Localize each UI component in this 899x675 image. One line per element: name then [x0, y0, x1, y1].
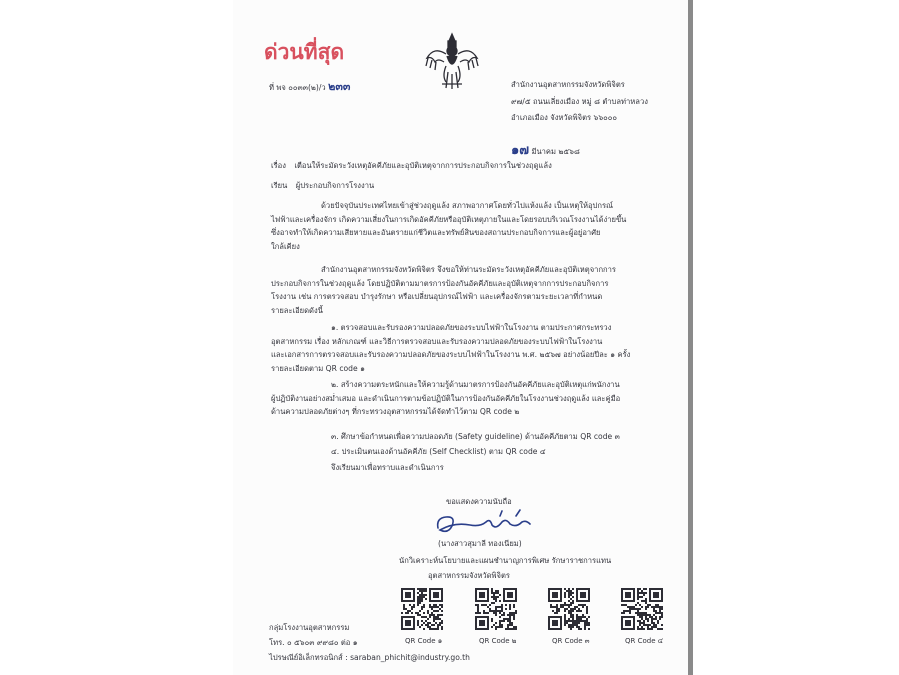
text-line: อุตสาหกรรม เรื่อง หลักเกณฑ์ และวิธีการตรวจสอบและรับรองความปลอดภัยของระบบไฟฟ้าในโรงงาน: [271, 336, 603, 346]
qr-code-3-label: QR Code ๓: [552, 637, 590, 645]
qr-code-1-icon[interactable]: [401, 588, 443, 630]
subject-label: เรื่อง: [271, 161, 286, 170]
signatory-office: อุตสาหกรรมจังหวัดพิจิตร: [428, 571, 510, 580]
list-item-4: ๔. ประเมินตนเองด้านอัคคีภัย (Self Checklist) ตาม QR code ๔: [331, 447, 546, 456]
text-line: ซึ่งอาจทำให้เกิดความเสียหายและอันตรายแก่ชีวิตและทรัพย์สินของสถานประกอบกิจการและผู้อยู่อาศัย: [271, 228, 601, 237]
qr-code-4-label: QR Code ๔: [625, 637, 664, 645]
text-line: ด้วยปัจจุบันประเทศไทยเข้าสู่ช่วงฤดูแล้ง สภาพอากาศโดยทั่วไปแห้งแล้ง เป็นเหตุให้อุปกรณ์: [321, 201, 614, 210]
text-line: และเอกสารการตรวจสอบและรับรองความปลอดภัยของระบบไฟฟ้าในโรงงาน พ.ศ. ๒๕๖๗ อย่างน้อยปีละ ๑ ครั้ง: [271, 350, 631, 359]
qr-code-2-label: QR Code ๒: [479, 637, 517, 645]
letter-date: [511, 139, 580, 160]
footer-phone: โทร. ๐ ๕๖๐๓ ๙๙๘๐ ต่อ ๑: [269, 638, 358, 647]
urgency-stamp: ด่วนที่สุด: [264, 39, 345, 64]
subject-line: [271, 160, 552, 172]
regards-text: ขอแสดงความนับถือ: [446, 497, 512, 506]
signatory-name: (นางสาวสุมาลี ทองเนียม): [438, 539, 522, 548]
body-paragraph-2: [271, 263, 616, 317]
qr-code-4-icon[interactable]: [621, 588, 663, 630]
footer-email[interactable]: ไปรษณีย์อิเล็กทรอนิกส์ : saraban_phichit@industry.go.th: [269, 653, 470, 662]
qr-code-1-label: QR Code ๑: [405, 637, 443, 645]
text-line: รายละเอียดดังนี้: [271, 305, 323, 315]
subject-text: เตือนให้ระมัดระวังเหตุอัคคีภัยและอุบัติเหตุจากการประกอบกิจการในช่วงฤดูแล้ง: [294, 161, 552, 170]
list-item-3: ๓. ศึกษาข้อกำหนดเพื่อความปลอดภัย (Safety guideline) ด้านอัคคีภัยตาม QR code ๓: [331, 432, 620, 441]
qr-code-2-icon[interactable]: [475, 588, 517, 630]
recipient-line: [271, 180, 374, 192]
qr-code-3-icon[interactable]: [548, 588, 590, 630]
sender-address: ๙๗/๕ ถนนเลี่ยงเมือง หมู่ ๘ ตำบลท่าหลวง: [511, 97, 648, 106]
text-line: ผู้ปฏิบัติงานอย่างสม่ำเสมอ และดำเนินการตามข้อปฏิบัติในการป้องกันอัคคีภัยในโรงงานช่วงฤดูแล้ง และคู่มือ: [271, 393, 621, 403]
text-line: รายละเอียดตาม QR code ๑: [271, 363, 365, 373]
text-line: ประกอบกิจการในช่วงฤดูแล้ง โดยปฏิบัติตามมาตรการป้องกันอัคคีภัยและอุบัติเหตุจากการประกอบกิจการ: [271, 278, 609, 288]
text-line: ๒. สร้างความตระหนักและให้ความรู้ด้านมาตรการป้องกันอัคคีภัยและอุบัติเหตุแก่พนักงาน: [331, 380, 620, 389]
recipient-text: ผู้ประกอบกิจการโรงงาน: [295, 181, 375, 190]
text-line: ด้านความปลอดภัยต่างๆ ที่กระทรวงอุตสาหกรรมได้จัดทำไว้ตาม QR code ๒: [271, 407, 520, 416]
closing-line: จึงเรียนมาเพื่อทราบและดำเนินการ: [331, 463, 444, 472]
sender-district: อำเภอเมือง จังหวัดพิจิตร ๖๖๐๐๐: [511, 113, 618, 122]
date-month-year: มีนาคม ๒๕๖๘: [531, 147, 580, 156]
sender-office: สำนักงานอุตสาหกรรมจังหวัดพิจิตร: [511, 80, 625, 89]
text-line: ไฟฟ้าและเครื่องจักร เกิดความเสี่ยงในการเกิดอัคคีภัยหรืออุบัติเหตุภายในและโดยรอบบริเวณโรงงานได้ง่ายขึ้น: [271, 214, 627, 224]
garuda-emblem-icon: [424, 32, 480, 90]
text-line: โรงงาน เช่น การตรวจสอบ บำรุงรักษา หรือเปลี่ยนอุปกรณ์ไฟฟ้า และเครื่องจักรตามระยะเวลาที่กำหนด: [271, 292, 603, 301]
reference-line: [269, 77, 350, 95]
text-line: สำนักงานอุตสาหกรรมจังหวัดพิจิตร จึงขอให้ท่านระมัดระวังเหตุอัคคีภัยและอุบัติเหตุจากการ: [321, 265, 616, 274]
text-line: ใกล้เคียง: [271, 241, 300, 251]
list-item-2: [271, 378, 620, 419]
list-item-1: [271, 321, 630, 375]
page-edge-shadow: [688, 0, 693, 675]
date-day: ๑๗: [511, 143, 530, 158]
recipient-label: เรียน: [271, 181, 288, 190]
reference-prefix: ที่ พจ ๐๐๓๓(๒)/ว: [269, 83, 326, 92]
reference-number: ๒๓๓: [328, 80, 351, 93]
signatory-position: นักวิเคราะห์นโยบายและแผนชำนาญการพิเศษ รักษาราชการแทน: [399, 556, 612, 565]
handwritten-signature-icon: [430, 508, 540, 538]
footer-department: กลุ่มโรงงานอุตสาหกรรม: [269, 623, 350, 632]
text-line: ๑. ตรวจสอบและรับรองความปลอดภัยของระบบไฟฟ้าในโรงงาน ตามประกาศกระทรวง: [331, 323, 612, 332]
body-paragraph-1: [271, 199, 626, 253]
